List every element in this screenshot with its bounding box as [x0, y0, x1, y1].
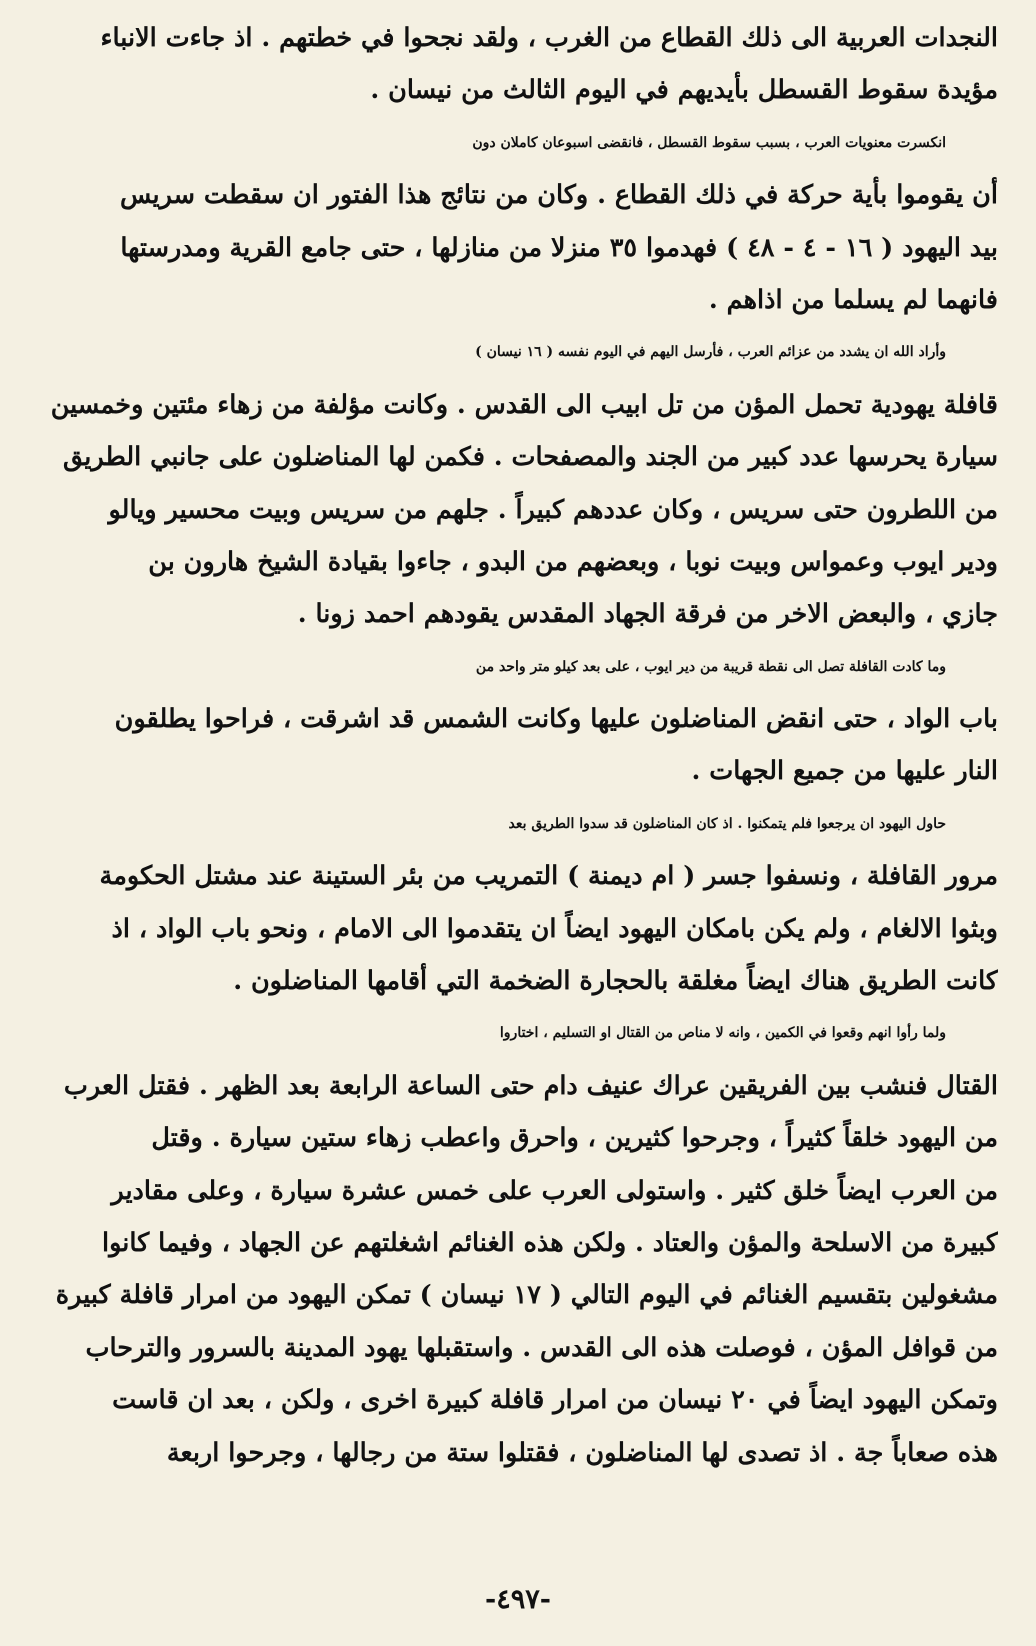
- text-line: كانت الطريق هناك ايضاً مغلقة بالحجارة الضخمة التي أقامها المناضلون .: [233, 966, 998, 997]
- text-line: مرور القافلة ، ونسفوا جسر ( ام ديمنة ) التمريب من بئر الستينة عند مشتل الحكومة: [99, 861, 998, 892]
- text-line: القتال فنشب بين الفريقين عراك عنيف دام حتى الساعة الرابعة بعد الظهر . فقتل العرب: [63, 1070, 998, 1101]
- text-line: باب الواد ، حتى انقض المناضلون عليها وكانت الشمس قد اشرقت ، فراحوا يطلقون: [114, 704, 998, 735]
- text-line: جازي ، والبعض الاخر من فرقة الجهاد المقدس يقودهم احمد زونا .: [297, 599, 998, 630]
- text-line: وبثوا الالغام ، ولم يكن بامكان اليهود ايضاً ان يتقدموا الى الامام ، ونحو باب الواد ، اذ: [111, 913, 998, 944]
- text-line: حاول اليهود ان يرجعوا فلم يتمكنوا . اذ كان المناضلون قد سدوا الطريق بعد: [508, 815, 946, 832]
- text-line: من اللطرون حتى سريس ، وكان عددهم كبيراً . جلهم من سريس وبيت محسير ويالو: [108, 494, 998, 525]
- text-line: أن يقوموا بأية حركة في ذلك القطاع . وكان من نتائج هذا الفتور ان سقطت سريس: [119, 180, 998, 211]
- text-line: سيارة يحرسها عدد كبير من الجند والمصفحات . فكمن لها المناضلون على جانبي الطريق: [63, 442, 998, 473]
- text-line: هذه صعاباً جة . اذ تصدى لها المناضلون ، فقتلوا ستة من رجالها ، وجرحوا اربعة: [166, 1437, 998, 1468]
- text-line: قافلة يهودية تحمل المؤن من تل ابيب الى القدس . وكانت مؤلفة من زهاء مئتين وخمسين: [50, 389, 998, 420]
- text-line: من اليهود خلقاً كثيراً ، وجرحوا كثيرين ، واحرق واعطب زهاء ستين سيارة . وقتل: [151, 1123, 998, 1154]
- body-text: [38, 12, 998, 1479]
- text-line: كبيرة من الاسلحة والمؤن والعتاد . ولكن هذه الغنائم اشغلتهم عن الجهاد ، وفيما كانوا: [102, 1227, 998, 1258]
- text-line: مشغولين بتقسيم الغنائم في اليوم التالي ( ١٧ نيسان ) تمكن اليهود من امرار قافلة كبيرة: [55, 1280, 998, 1311]
- text-line: من قوافل المؤن ، فوصلت هذه الى القدس . واستقبلها يهود المدينة بالسرور والترحاب: [85, 1332, 998, 1363]
- text-line: وتمكن اليهود ايضاً في ٢٠ نيسان من امرار قافلة كبيرة اخرى ، ولكن ، بعد ان قاست: [112, 1385, 998, 1416]
- text-line: ودير ايوب وعمواس وبيت نوبا ، وبعضهم من البدو ، جاءوا بقيادة الشيخ هارون بن: [148, 546, 998, 577]
- text-line: انكسرت معنويات العرب ، بسبب سقوط القسطل ، فانقضى اسبوعان كاملان دون: [472, 134, 946, 151]
- text-line: النجدات العربية الى ذلك القطاع من الغرب ، ولقد نجحوا في خطتهم . اذ جاءت الانباء: [100, 23, 998, 53]
- text-line: فانهما لم يسلما من اذاهم .: [708, 284, 998, 315]
- text-line: من العرب ايضاً خلق كثير . واستولى العرب على خمس عشرة سيارة ، وعلى مقادير: [111, 1175, 998, 1206]
- text-line: وأراد الله ان يشدد من عزائم العرب ، فأرسل اليهم في اليوم نفسه ( ١٦ نيسان ): [475, 344, 946, 361]
- text-line: ولما رأوا انهم وقعوا في الكمين ، وانه لا مناص من القتال او التسليم ، اختاروا: [499, 1025, 946, 1042]
- page-number: -٤٩٧-: [485, 1584, 551, 1615]
- text-line: مؤيدة سقوط القسطل بأيديهم في اليوم الثالث من نيسان .: [370, 75, 998, 106]
- text-line: بيد اليهود ( ١٦ - ٤ - ٤٨ ) فهدموا ٣٥ منزلا من منازلها ، حتى جامع القرية ومدرستها: [120, 232, 998, 263]
- text-line: النار عليها من جميع الجهات .: [691, 756, 998, 787]
- text-line: وما كادت القافلة تصل الى نقطة قريبة من دير ايوب ، على بعد كيلو متر واحد من: [475, 658, 946, 675]
